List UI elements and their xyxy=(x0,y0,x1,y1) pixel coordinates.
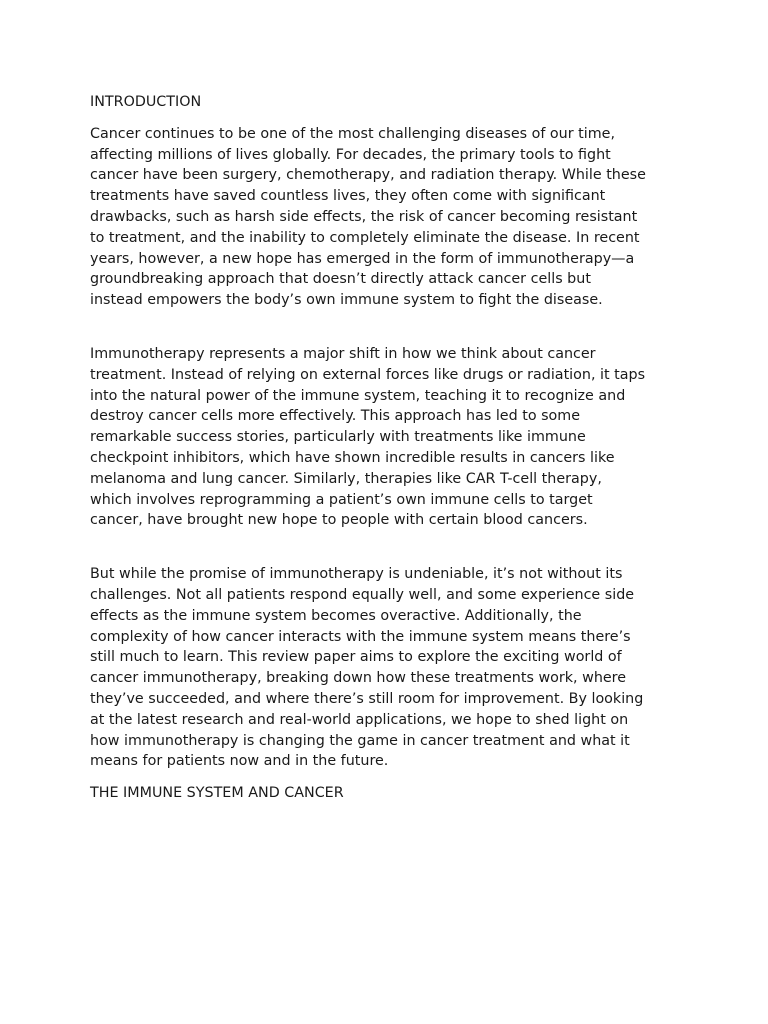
paragraph-1: Cancer continues to be one of the most challenging diseases of our time, affecting millions of lives globally. For decades, the primary tools to fight cancer have been surgery, chemotherapy, and radiation therapy. While these treatments have saved countless lives, they often come with significant drawbacks, such as harsh side effects, the risk of cancer becoming resistant to treatment, and the inability to completely eliminate the disease. In recent years, however, a new hope has emerged in the form of immunotherapy—a groundbreaking approach that doesn’t directly attack cancer cells but instead empowers the body’s own immune system to fight the disease. xyxy=(90,125,646,309)
spacer xyxy=(90,531,682,564)
spacer xyxy=(90,772,682,783)
section-heading-introduction: INTRODUCTION xyxy=(90,94,202,110)
spacer xyxy=(90,113,682,124)
spacer xyxy=(90,311,682,344)
paragraph-3: But while the promise of immunotherapy is undeniable, it’s not without its challenges. Not all patients respond equally well, and some experience side effects as the immune system becomes overactive. Additionally, the complexity of how cancer interacts with the immune system means there’s still much to learn. This review paper aims to explore the exciting world of cancer immunotherapy, breaking down how these treatments work, where they’ve succeeded, and where there’s still room for improvement. By looking at the latest research and real-world applications, we hope to shed light on how immunotherapy is changing the game in cancer treatment and what it means for patients now and in the future. xyxy=(90,566,644,770)
paragraph-2: Immunotherapy represents a major shift in how we think about cancer treatment. Instead of relying on external forces like drugs or radiation, it taps into the natural power of the immune system, teaching it to recognize and destroy cancer cells more effectively. This approach has led to some remarkable success stories, particularly with treatments like immune checkpoint inhibitors, which have shown incredible results in cancers like melanoma and lung cancer. Similarly, therapies like CAR T-cell therapy, which involves reprogramming a patient’s own immune cells to target cancer, have brought new hope to people with certain blood cancers. xyxy=(90,345,646,529)
document-page xyxy=(90,92,682,804)
section-heading-immune-system: THE IMMUNE SYSTEM AND CANCER xyxy=(90,785,344,802)
